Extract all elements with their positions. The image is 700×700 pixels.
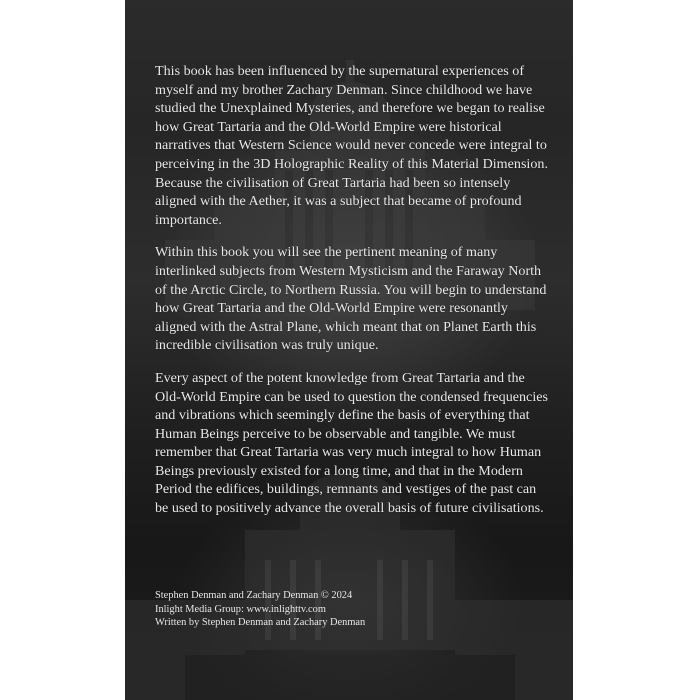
credits [155,589,550,630]
copyright-line: Stephen Denman and Zachary Denman © 2024 [155,590,353,601]
blurb [155,62,550,532]
back-cover [125,0,573,700]
blurb-paragraph-2: Within this book you will see the pertinent meaning of many interlinked subjects from Western Mysticism and the Faraway North of the Arctic Circle, to Northern Russia. You will begin to understand how Great Tartaria and the Old-World Empire were resonantly aligned with the Astral Plane, which meant that on Planet Earth this incredible civilisation was truly unique. [155,244,547,354]
publisher-line: Inlight Media Group: www.inlighttv.com [155,603,326,615]
blurb-paragraph-1: This book has been influenced by the supernatural experiences of myself and my brother Zachary Denman. Since childhood we have studied the Unexplained Mysteries, and therefore we began to realise how Great Tartaria and the Old-World Empire were historical narratives that Western Science would never concede were integral to perceiving in the 3D Holographic Reality of this Material Dimension. Because the civilisation of Great Tartaria had been so intensely aligned with the Aether, it was a subject that became of profound importance. [155,63,548,228]
written-by-line: Written by Stephen Denman and Zachary Denman [155,617,366,629]
blurb-paragraph-3: Every aspect of the potent knowledge from Great Tartaria and the Old-World Empire can be used to question the condensed frequencies and vibrations which seemingly define the basis of everything that Human Beings perceive to be observable and tangible. We must remember that Great Tartaria was very much integral to how Human Beings previously existed for a long time, and that in the Modern Period the edifices, buildings, remnants and vestiges of the past can be used to positively advance the overall basis of future civilisations. [155,369,548,517]
